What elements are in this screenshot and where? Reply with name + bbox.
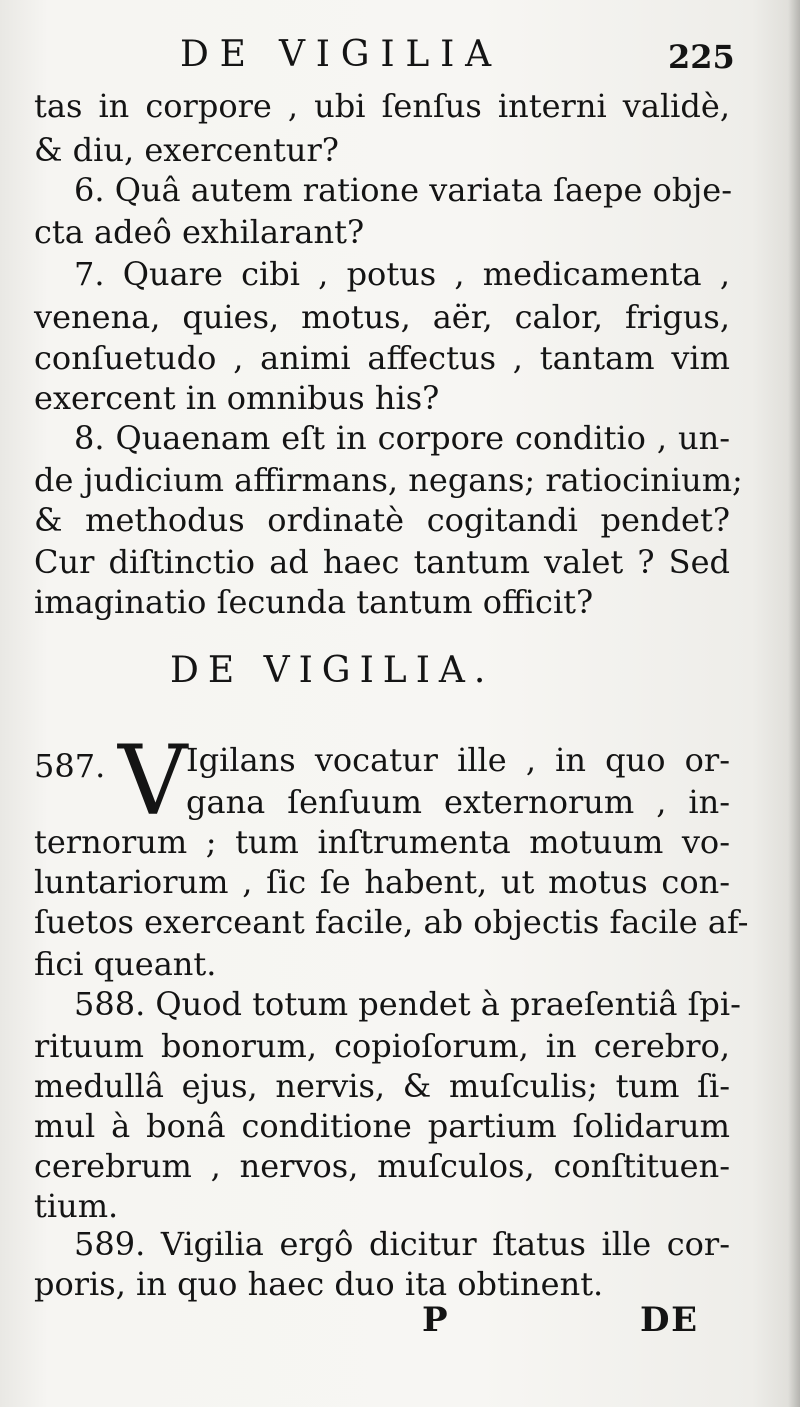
- catchword: DE: [640, 1300, 699, 1340]
- page-edge-shadow: [788, 0, 800, 1407]
- text-line: imaginatio ſecunda tantum officit?: [34, 583, 594, 621]
- drop-cap: V: [118, 725, 188, 837]
- text-line: Cur diſtinctio ad haec tantum valet ? Sed: [34, 543, 730, 581]
- text-line: mul à bonâ conditione partium ſolidarum: [34, 1107, 730, 1145]
- text-line: medullâ ejus, nervis, & muſculis; tum ſi-: [34, 1067, 730, 1105]
- text-line: poris, in quo haec duo ita obtinent.: [34, 1265, 604, 1303]
- page-number: 225: [668, 38, 735, 76]
- running-head: DE VIGILIA: [180, 34, 502, 75]
- text-line: de judicium affirmans, negans; ratiocinium;: [34, 461, 743, 499]
- text-line: ſuetos exerceant facile, ab objectis facile af-: [34, 903, 749, 941]
- text-line: conſuetudo , animi affectus , tantam vim: [34, 339, 730, 377]
- text-line: 588. Quod totum pendet à praeſentiâ ſpi-: [74, 985, 741, 1023]
- text-line: & diu, exercentur?: [34, 131, 339, 169]
- text-line: luntariorum , ſic ſe habent, ut motus con-: [34, 863, 730, 901]
- text-line: 589. Vigilia ergô dicitur ſtatus ille cor-: [74, 1225, 730, 1263]
- text-line: tas in corpore , ubi ſenſus interni validè,: [34, 87, 730, 125]
- text-line: Igilans vocatur ille , in quo or-: [186, 741, 730, 779]
- paragraph-number: 587.: [34, 747, 106, 785]
- text-line: cerebrum , nervos, muſculos, conſtituen-: [34, 1147, 730, 1185]
- text-line: rituum bonorum, copioſorum, in cerebro,: [34, 1027, 730, 1065]
- text-line: 7. Quare cibi , potus , medicamenta ,: [74, 255, 730, 293]
- text-line: venena, quies, motus, aër, calor, frigus,: [34, 298, 730, 336]
- signature-mark: P: [422, 1300, 448, 1340]
- text-line: tium.: [34, 1187, 119, 1225]
- text-line: ternorum ; tum inſtrumenta motuum vo-: [34, 823, 730, 861]
- text-line: gana ſenſuum externorum , in-: [186, 783, 730, 821]
- text-line: cta adeô exhilarant?: [34, 213, 365, 251]
- section-title: DE VIGILIA.: [170, 650, 495, 691]
- text-line: exercent in omnibus his?: [34, 379, 440, 417]
- text-line: 6. Quâ autem ratione variata ſaepe obje-: [74, 171, 732, 209]
- text-line: fici queant.: [34, 945, 217, 983]
- text-line: 8. Quaenam eſt in corpore conditio , un-: [74, 419, 730, 457]
- text-line: & methodus ordinatè cogitandi pendet?: [34, 501, 730, 539]
